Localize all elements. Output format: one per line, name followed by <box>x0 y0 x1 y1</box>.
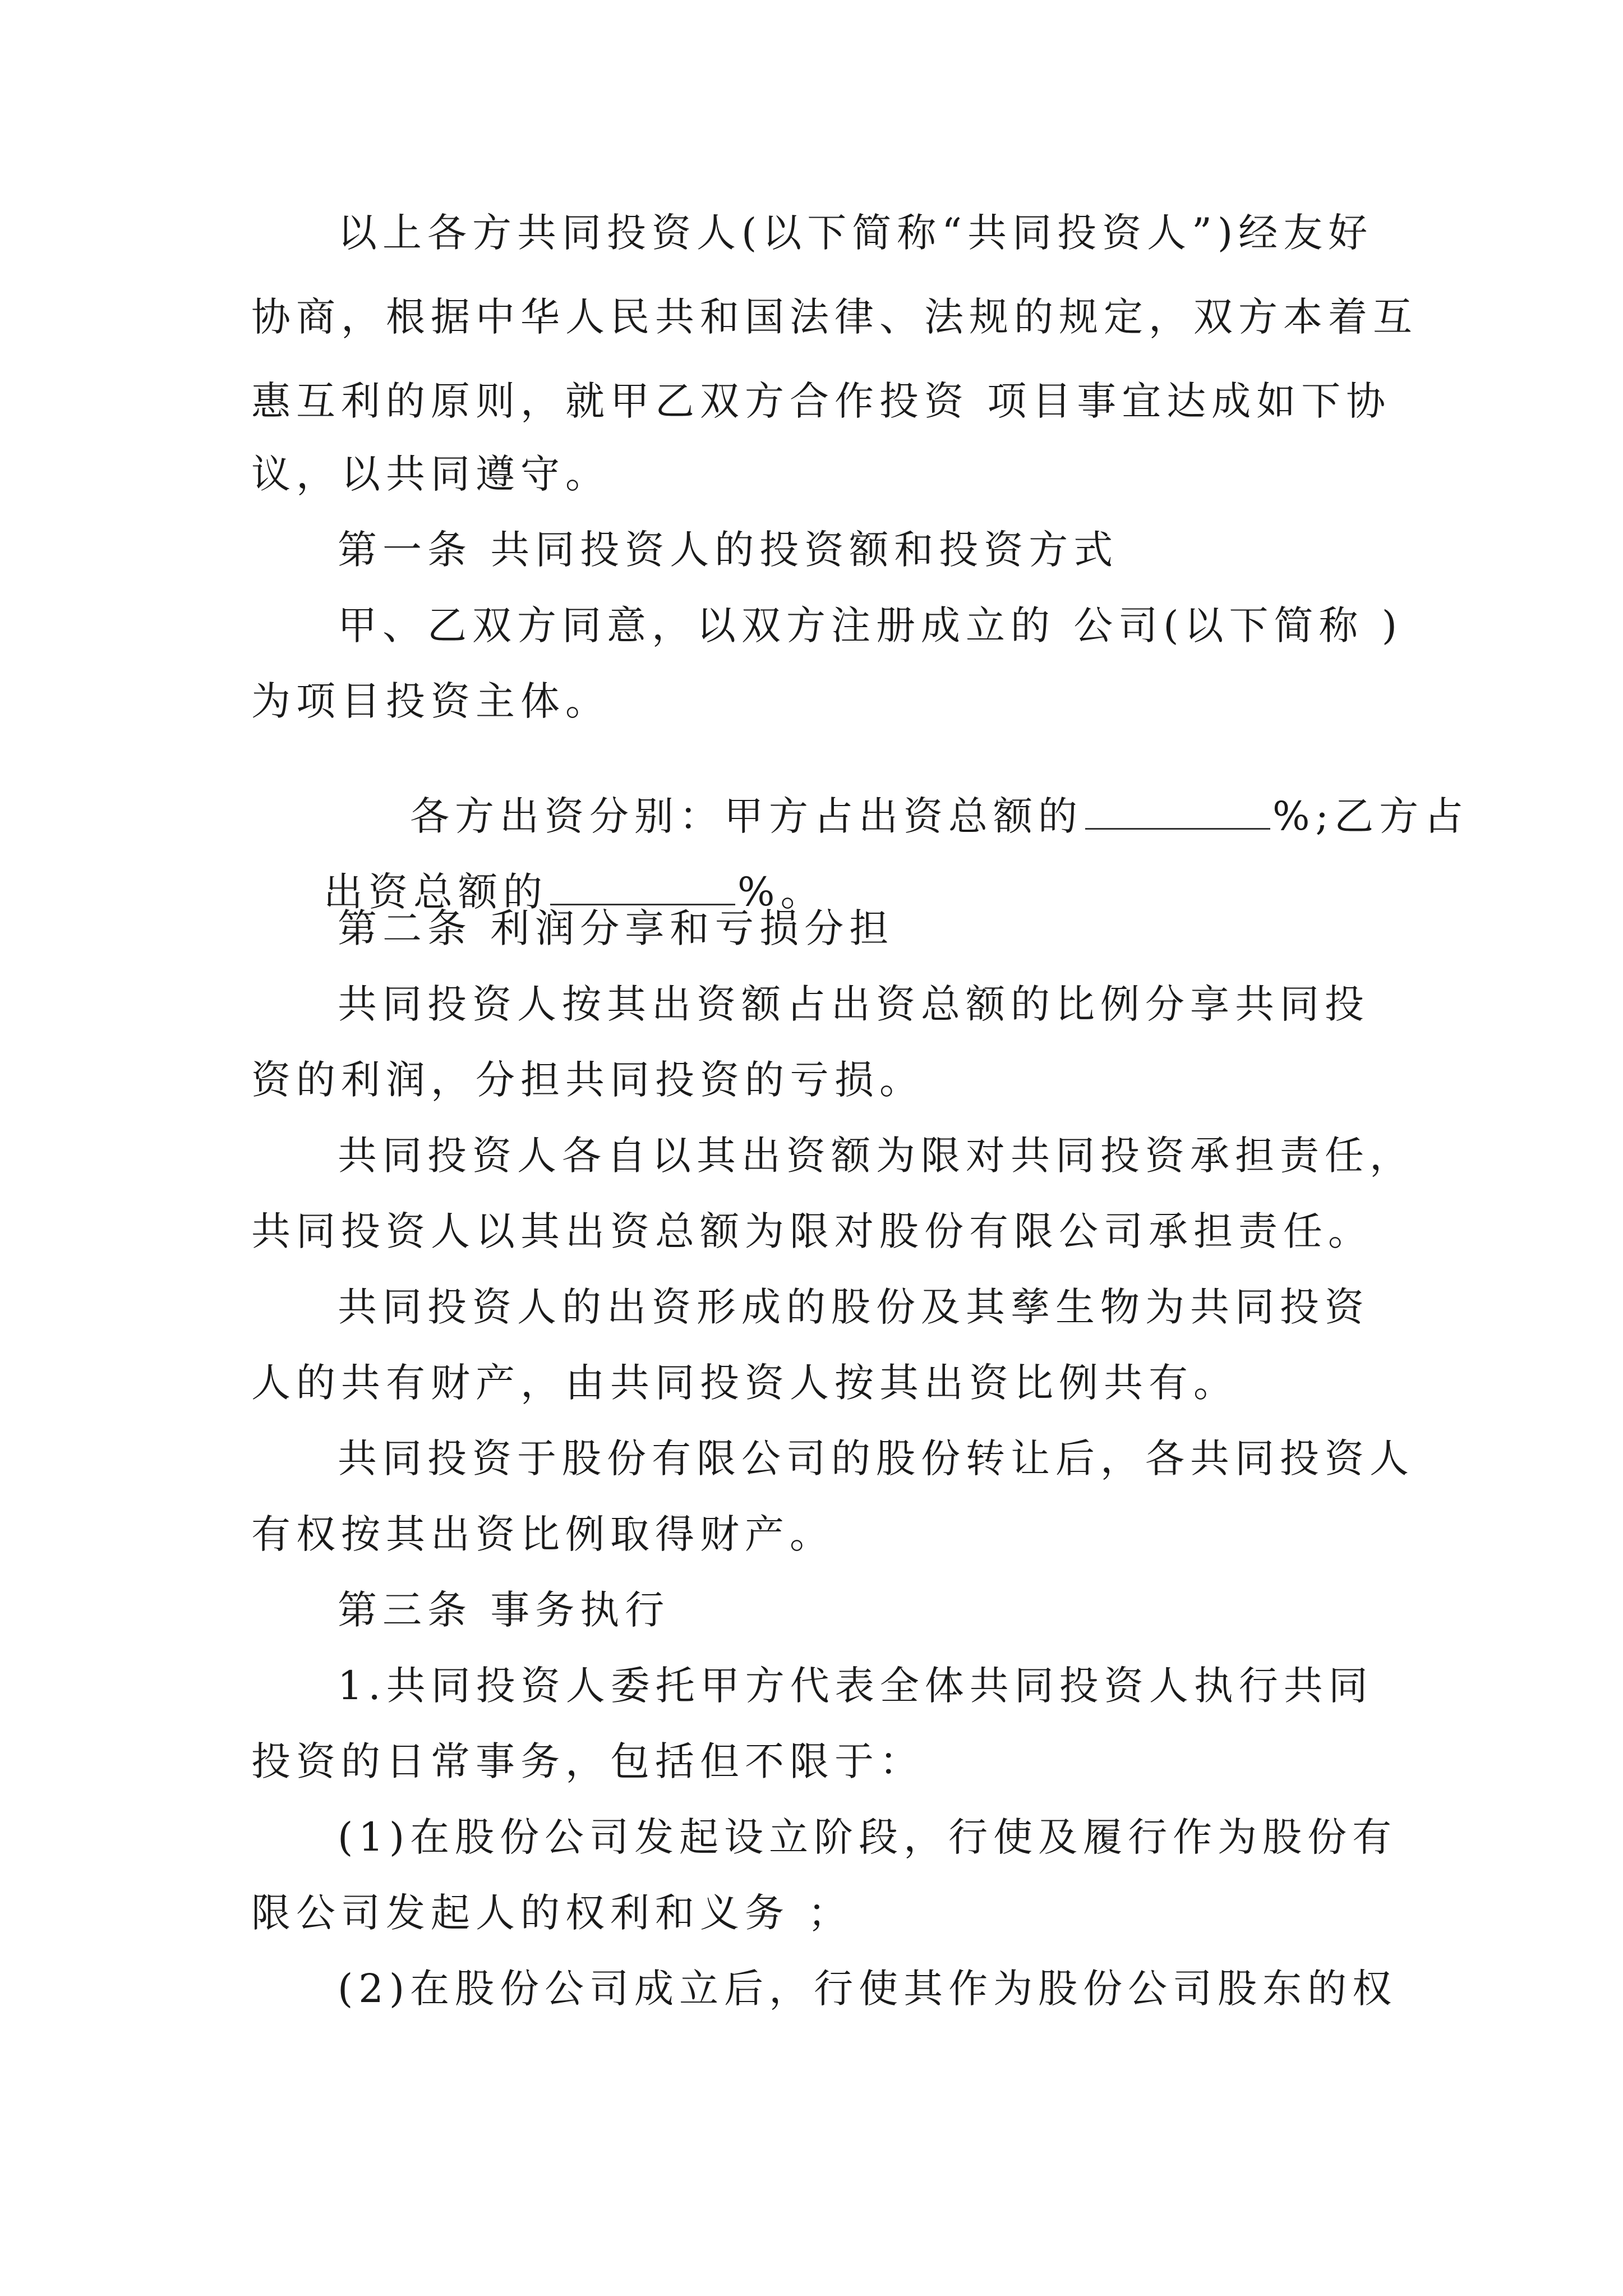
paragraph-line: 共同投资人按其出资额占出资总额的比例分享共同投 <box>338 981 1370 1027</box>
paragraph-line: 议，以共同遵守。 <box>251 451 610 497</box>
paragraph-line: 以上各方共同投资人(以下简称“共同投资人”)经友好 <box>338 210 1373 256</box>
fill-in-blank[interactable] <box>1085 827 1270 830</box>
article-heading: 第二条 利润分享和亏损分担 <box>338 905 895 951</box>
paragraph-line: 人的共有财产，由共同投资人按其出资比例共有。 <box>251 1360 1238 1406</box>
paragraph-line: 1.共同投资人委托甲方代表全体共同投资人执行共同 <box>338 1663 1373 1709</box>
article-heading: 第三条 事务执行 <box>338 1587 670 1633</box>
paragraph-line: 惠互利的原则，就甲乙双方合作投资 项目事宜达成如下协 <box>251 378 1391 424</box>
line-text-suffix: %;乙方占 <box>1272 793 1469 839</box>
paragraph-line: 投资的日常事务，包括但不限于： <box>251 1738 924 1784</box>
paragraph-line: (2)在股份公司成立后，行使其作为股份公司股东的权 <box>338 1966 1398 2012</box>
paragraph-line: 共同投资人以其出资总额为限对股份有限公司承担责任。 <box>251 1208 1373 1254</box>
paragraph-line: 资的利润，分担共同投资的亏损。 <box>251 1057 924 1103</box>
line-text: 出资总额的 <box>324 869 548 915</box>
article-heading: 第一条 共同投资人的投资额和投资方式 <box>338 527 1119 573</box>
paragraph-line: 共同投资于股份有限公司的股份转让后，各共同投资人 <box>338 1435 1414 1481</box>
paragraph-line: 共同投资人的出资形成的股份及其孳生物为共同投资 <box>338 1284 1370 1330</box>
line-text: 各方出资分别：甲方占出资总额的 <box>410 793 1083 839</box>
paragraph-line: 共同投资人各自以其出资额为限对共同投资承担责任， <box>338 1133 1414 1179</box>
paragraph-line: 为项目投资主体。 <box>251 678 610 724</box>
paragraph-line: 有权按其出资比例取得财产。 <box>251 1511 834 1557</box>
line-text-suffix: %。 <box>737 869 826 915</box>
paragraph-line: 甲、乙双方同意，以双方注册成立的 公司(以下简称 ) <box>338 602 1403 648</box>
paragraph-line: (1)在股份公司发起设立阶段，行使及履行作为股份有 <box>338 1814 1398 1860</box>
paragraph-line: 限公司发起人的权利和义务 ； <box>251 1890 853 1936</box>
paragraph-line: 协商，根据中华人民共和国法律、法规的规定，双方本着互 <box>251 294 1418 340</box>
